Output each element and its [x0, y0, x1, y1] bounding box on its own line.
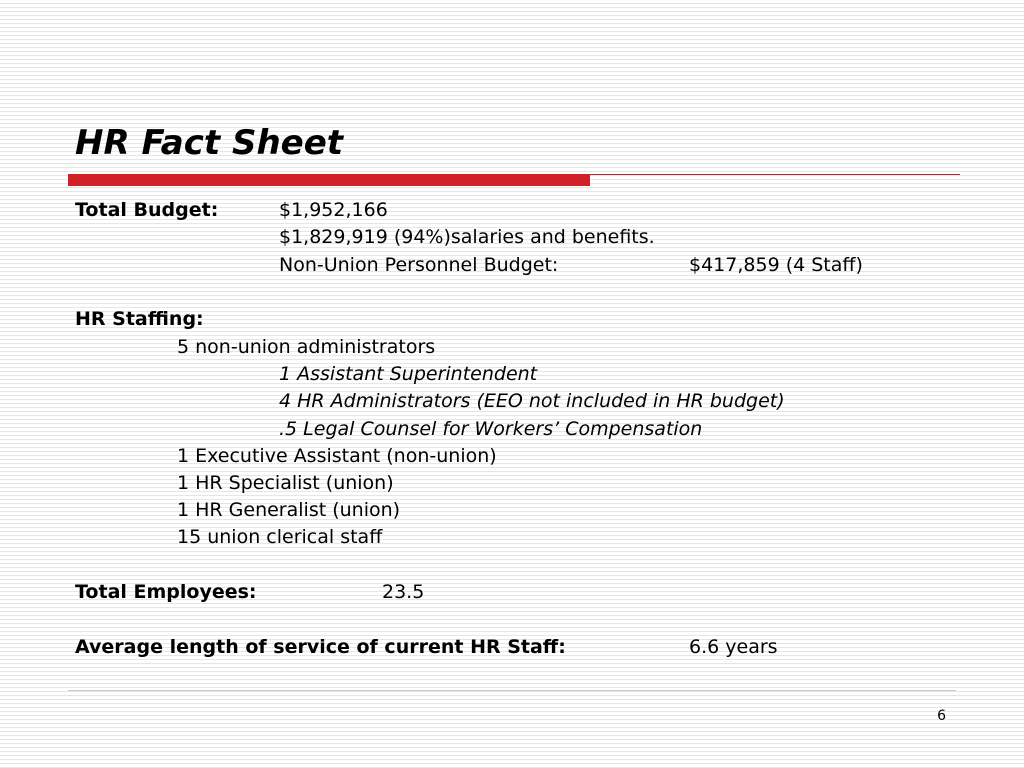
- footer-rule: [68, 690, 956, 691]
- non-union-budget-value: $417,859 (4 Staff): [689, 254, 863, 276]
- admin-breakdown-item: .5 Legal Counsel for Workers’ Compensation: [279, 418, 703, 440]
- salaries-benefits: $1,829,919 (94%)salaries and benefits.: [279, 226, 655, 248]
- service-length-value: 6.6 years: [689, 636, 778, 658]
- staff-item: 1 Executive Assistant (non-union): [177, 445, 497, 467]
- admin-breakdown-item: 1 Assistant Superintendent: [279, 363, 538, 385]
- staff-item: 1 HR Generalist (union): [177, 499, 401, 521]
- service-length-label: Average length of service of current HR Staff:: [75, 636, 566, 658]
- total-employees-value: 23.5: [382, 581, 425, 603]
- total-budget-value: $1,952,166: [279, 199, 388, 221]
- total-budget-label: Total Budget:: [75, 199, 219, 221]
- staff-item: 1 HR Specialist (union): [177, 472, 394, 494]
- administrators-count: 5 non-union administrators: [177, 336, 436, 358]
- slide-title: HR Fact Sheet: [75, 123, 344, 163]
- hr-staffing-label: HR Staffing:: [75, 308, 204, 330]
- non-union-budget-label: Non-Union Personnel Budget:: [279, 254, 559, 276]
- admin-breakdown-item: 4 HR Administrators (EEO not included in HR budget): [279, 390, 785, 412]
- title-accent-bar: [68, 175, 590, 186]
- staff-item: 15 union clerical staff: [177, 526, 383, 548]
- total-employees-label: Total Employees:: [75, 581, 257, 603]
- page-number: 6: [937, 708, 946, 724]
